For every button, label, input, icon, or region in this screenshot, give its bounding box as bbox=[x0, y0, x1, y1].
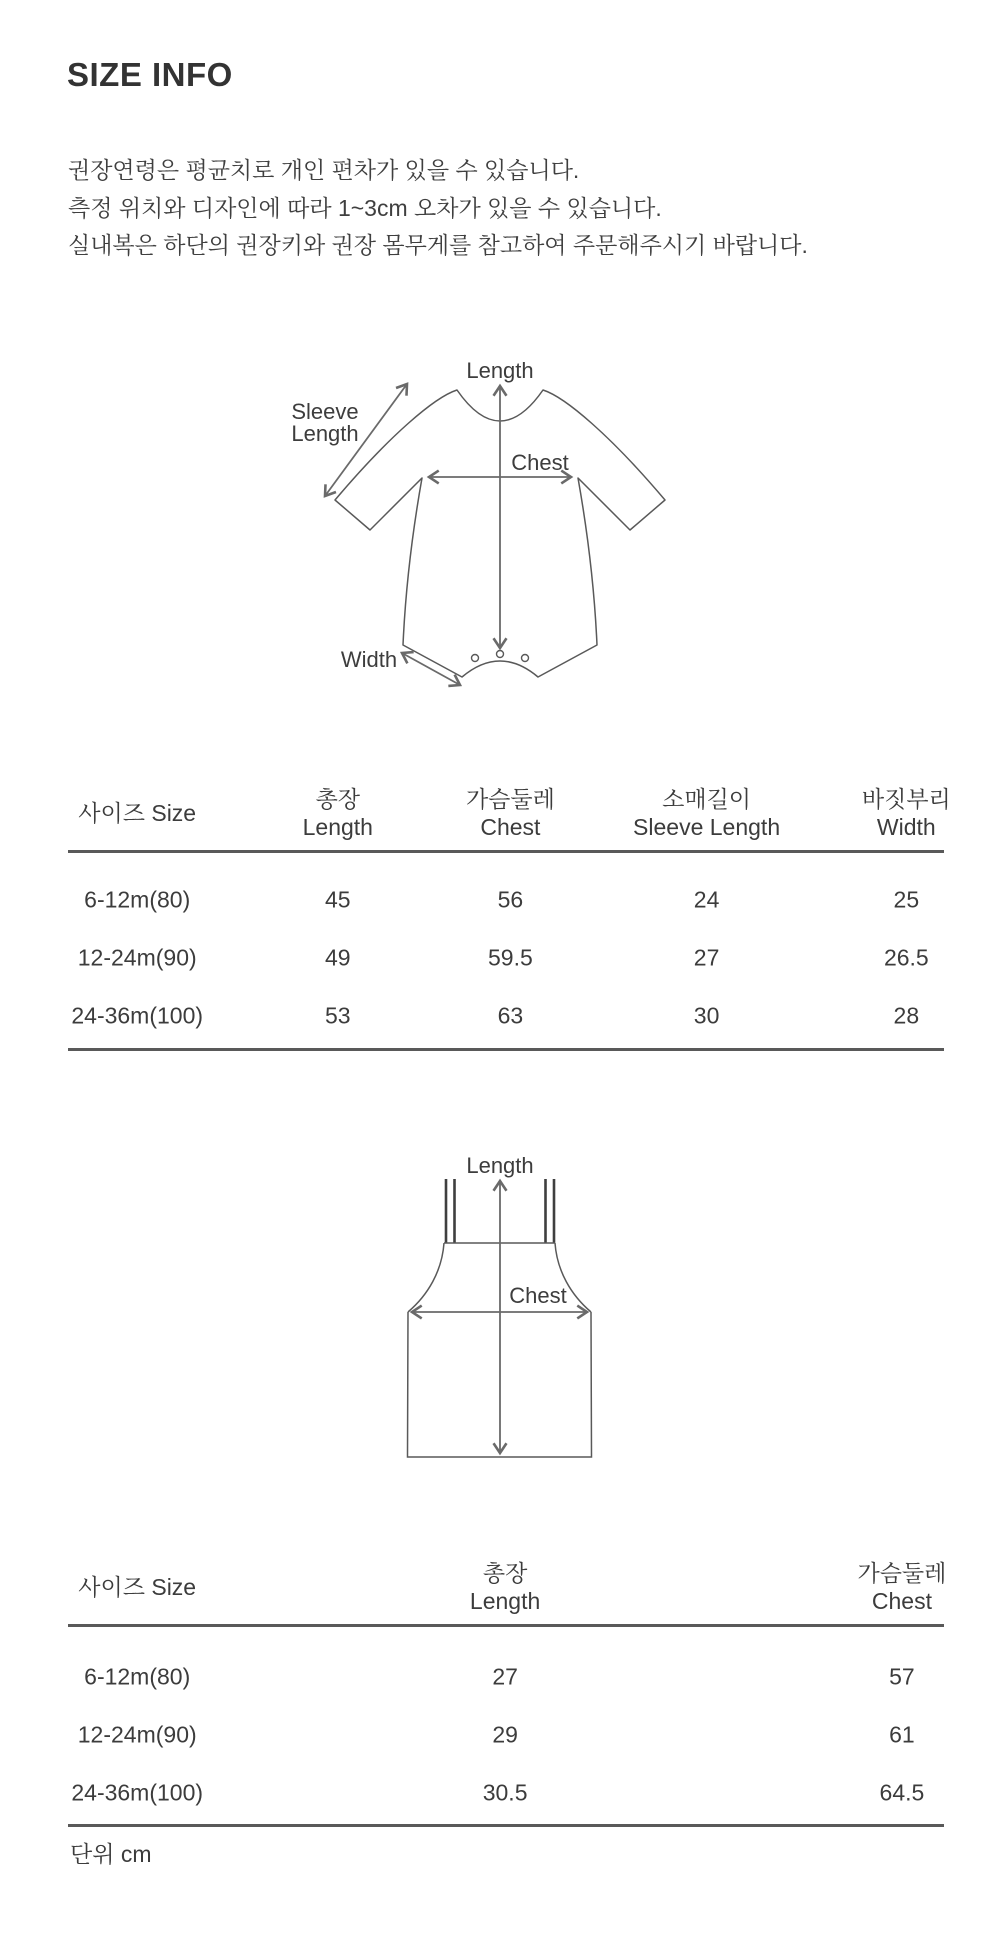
t1-header-size: 사이즈 Size bbox=[78, 799, 197, 826]
table-row bbox=[68, 987, 944, 1045]
romper-size-table-header bbox=[68, 775, 951, 850]
chest-label: Chest bbox=[509, 1283, 567, 1308]
table-row bbox=[68, 1706, 944, 1764]
value-cell: 29 bbox=[492, 1721, 518, 1748]
sleeve-length-label-line1: Sleeve bbox=[291, 399, 359, 424]
sleeve-length-label-line2: Length bbox=[291, 421, 359, 446]
value-cell: 26.5 bbox=[883, 944, 929, 971]
table-rule bbox=[68, 850, 944, 853]
page-title: SIZE INFO bbox=[67, 56, 233, 93]
vest-size-table-rows bbox=[68, 1648, 944, 1822]
size-label: 12-24m(90) bbox=[77, 1721, 197, 1748]
size-notes bbox=[68, 152, 808, 265]
note-line-1: 권장연령은 평균치로 개인 편차가 있을 수 있습니다. bbox=[68, 157, 580, 183]
value-cell: 59.5 bbox=[487, 944, 533, 971]
size-label: 6-12m(80) bbox=[84, 1663, 191, 1690]
t1-header-length: 총장 Length bbox=[302, 785, 373, 840]
note-line-2: 측정 위치와 디자인에 따라 1~3cm 오차가 있을 수 있습니다. bbox=[68, 194, 662, 221]
size-label: 24-36m(100) bbox=[71, 1779, 204, 1806]
table-rule bbox=[68, 1624, 944, 1627]
note-line-3: 실내복은 하단의 권장키와 권장 몸무게를 참고하여 주문해주시기 바랍니다. bbox=[68, 232, 808, 258]
table-rule bbox=[68, 1824, 944, 1827]
unit-label: 단위 cm bbox=[70, 1841, 152, 1867]
value-cell: 53 bbox=[325, 1002, 351, 1029]
t2-header-length: 총장 Length bbox=[469, 1560, 541, 1614]
romper-measurement-diagram bbox=[230, 350, 700, 695]
width-arrow bbox=[402, 653, 460, 685]
length-label: Length bbox=[466, 358, 534, 383]
chest-label: Chest bbox=[511, 450, 569, 475]
t1-header-sleeve-length: 소매길이 Sleeve Length bbox=[633, 785, 781, 840]
value-cell: 27 bbox=[693, 944, 720, 971]
t1-header-width: 바짓부리 Width bbox=[861, 785, 951, 840]
value-cell: 24 bbox=[693, 886, 720, 913]
value-cell: 28 bbox=[893, 1002, 920, 1029]
value-cell: 25 bbox=[893, 886, 920, 913]
width-label: Width bbox=[340, 647, 398, 672]
value-cell: 45 bbox=[325, 886, 351, 913]
value-cell: 56 bbox=[497, 886, 524, 913]
t1-header-chest: 가슴둘레 Chest bbox=[465, 785, 555, 840]
t2-header-chest: 가슴둘레 Chest bbox=[857, 1560, 947, 1614]
vest-measurement-diagram bbox=[370, 1145, 630, 1465]
table-row bbox=[68, 929, 944, 987]
t2-header-size: 사이즈 Size bbox=[78, 1574, 197, 1600]
value-cell: 64.5 bbox=[879, 1779, 925, 1806]
value-cell: 61 bbox=[889, 1721, 915, 1748]
value-cell: 57 bbox=[889, 1663, 915, 1690]
table-row bbox=[68, 1648, 944, 1706]
table-row bbox=[68, 871, 944, 929]
size-label: 6-12m(80) bbox=[84, 886, 191, 913]
romper-size-table-rows bbox=[68, 871, 944, 1045]
value-cell: 63 bbox=[497, 1002, 524, 1029]
value-cell: 49 bbox=[325, 944, 351, 971]
value-cell: 27 bbox=[492, 1663, 518, 1690]
value-cell: 30 bbox=[693, 1002, 720, 1029]
length-label: Length bbox=[466, 1153, 534, 1178]
table-row bbox=[68, 1764, 944, 1822]
size-label: 12-24m(90) bbox=[77, 944, 197, 971]
table-rule bbox=[68, 1048, 944, 1051]
snap-button bbox=[472, 655, 479, 662]
size-label: 24-36m(100) bbox=[71, 1002, 204, 1029]
snap-button bbox=[497, 651, 504, 658]
snap-button bbox=[522, 655, 529, 662]
value-cell: 30.5 bbox=[482, 1779, 528, 1806]
vest-size-table-header bbox=[68, 1550, 947, 1624]
